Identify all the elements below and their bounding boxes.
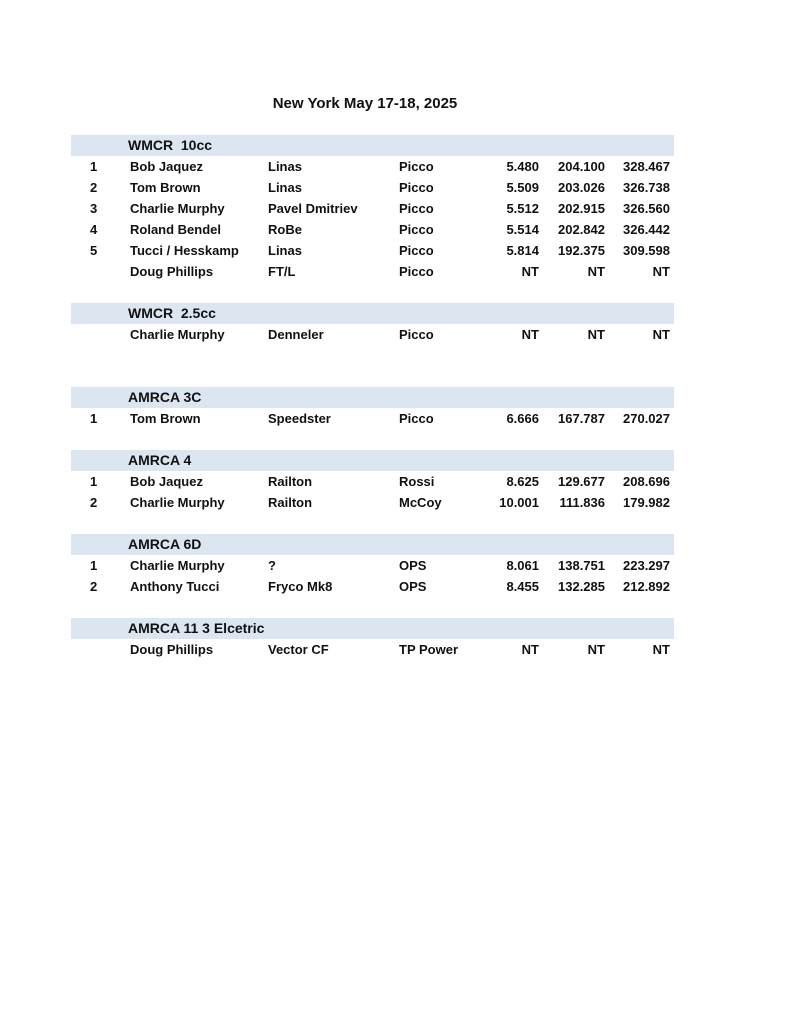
boat-cell: ? [268, 558, 276, 573]
time-cell: NT [521, 264, 539, 279]
time-cell: 10.001 [499, 495, 539, 510]
page-title: New York May 17-18, 2025 [272, 95, 458, 112]
place-cell: 2 [90, 180, 98, 195]
points-cell: NT [652, 642, 670, 657]
speed-cell: 132.285 [558, 579, 605, 594]
class-section-wmcr-2-5cc [71, 303, 674, 366]
points-cell: 223.297 [623, 558, 670, 573]
points-cell: NT [652, 327, 670, 342]
place-cell: 2 [90, 495, 98, 510]
class-section-amrca-3c [71, 387, 674, 429]
class-section-amrca-6d [71, 534, 674, 597]
time-cell: 5.509 [506, 180, 539, 195]
boat-cell: RoBe [268, 222, 302, 237]
class-title: WMCR 2.5cc [128, 305, 216, 321]
class-header [71, 618, 674, 639]
class-section-wmcr-10cc [71, 135, 674, 282]
driver-cell: Roland Bendel [130, 222, 222, 237]
engine-cell: Picco [399, 222, 434, 237]
class-header [71, 450, 674, 471]
class-title: WMCR 10cc [128, 137, 213, 153]
engine-cell: Picco [399, 180, 434, 195]
engine-cell: OPS [399, 579, 427, 594]
result-row [71, 324, 674, 345]
driver-cell: Charlie Murphy [130, 201, 225, 216]
driver-cell: Charlie Murphy [130, 327, 225, 342]
boat-cell: Linas [268, 159, 302, 174]
result-row [71, 639, 674, 660]
driver-cell: Charlie Murphy [130, 558, 225, 573]
speed-cell: NT [587, 264, 605, 279]
engine-cell: OPS [399, 558, 427, 573]
points-cell: NT [652, 264, 670, 279]
time-cell: 5.512 [506, 201, 539, 216]
speed-cell: 129.677 [558, 474, 605, 489]
class-section-amrca-4 [71, 450, 674, 513]
boat-cell: Railton [268, 495, 313, 510]
engine-cell: Picco [399, 243, 434, 258]
time-cell: 5.480 [506, 159, 539, 174]
speed-cell: 138.751 [558, 558, 605, 573]
driver-cell: Bob Jaquez [130, 474, 203, 489]
speed-cell: 192.375 [558, 243, 605, 258]
boat-cell: Railton [268, 474, 313, 489]
speed-cell: 202.842 [558, 222, 605, 237]
blank-row [71, 345, 674, 366]
driver-cell: Tucci / Hesskamp [130, 243, 239, 258]
result-row [71, 156, 674, 177]
result-row [71, 198, 674, 219]
engine-cell: McCoy [399, 495, 442, 510]
result-row [71, 219, 674, 240]
time-cell: 6.666 [506, 411, 539, 426]
driver-cell: Doug Phillips [130, 264, 214, 279]
points-cell: 326.560 [623, 201, 670, 216]
points-cell: 179.982 [623, 495, 670, 510]
engine-cell: Picco [399, 327, 434, 342]
class-header [71, 387, 674, 408]
boat-cell: Linas [268, 243, 302, 258]
time-cell: 8.455 [506, 579, 539, 594]
engine-cell: Picco [399, 159, 434, 174]
speed-cell: 204.100 [558, 159, 605, 174]
driver-cell: Bob Jaquez [130, 159, 203, 174]
speed-cell: NT [587, 327, 605, 342]
points-cell: 326.738 [623, 180, 670, 195]
class-header [71, 303, 674, 324]
engine-cell: Picco [399, 411, 434, 426]
time-cell: 5.814 [506, 243, 539, 258]
points-cell: 208.696 [623, 474, 670, 489]
boat-cell: Linas [268, 180, 302, 195]
engine-cell: Picco [399, 264, 434, 279]
result-row [71, 177, 674, 198]
class-title: AMRCA 4 [128, 452, 192, 468]
speed-cell: NT [587, 642, 605, 657]
result-row [71, 261, 674, 282]
speed-cell: 111.836 [559, 495, 605, 510]
class-section-amrca-11-3-electric [71, 618, 674, 660]
time-cell: NT [521, 327, 539, 342]
result-row [71, 240, 674, 261]
time-cell: 8.625 [506, 474, 539, 489]
place-cell: 1 [90, 474, 98, 489]
place-cell: 1 [90, 558, 98, 573]
points-cell: 212.892 [623, 579, 670, 594]
boat-cell: FT/L [268, 264, 296, 279]
driver-cell: Anthony Tucci [130, 579, 220, 594]
points-cell: 270.027 [623, 411, 670, 426]
engine-cell: Rossi [399, 474, 435, 489]
place-cell: 3 [90, 201, 98, 216]
driver-cell: Doug Phillips [130, 642, 214, 657]
driver-cell: Tom Brown [130, 180, 201, 195]
class-title: AMRCA 3C [128, 389, 202, 405]
place-cell: 1 [90, 159, 98, 174]
place-cell: 1 [90, 411, 98, 426]
place-cell: 2 [90, 579, 98, 594]
boat-cell: Vector CF [268, 642, 329, 657]
time-cell: 8.061 [506, 558, 539, 573]
class-title: AMRCA 11 3 Elcetric [128, 620, 265, 636]
driver-cell: Charlie Murphy [130, 495, 225, 510]
place-cell: 5 [90, 243, 98, 258]
speed-cell: 203.026 [558, 180, 605, 195]
speed-cell: 202.915 [558, 201, 605, 216]
result-row [71, 492, 674, 513]
engine-cell: TP Power [399, 642, 459, 657]
result-row [71, 408, 674, 429]
result-row [71, 555, 674, 576]
boat-cell: Denneler [268, 327, 324, 342]
results-table [71, 135, 674, 681]
class-header [71, 534, 674, 555]
boat-cell: Pavel Dmitriev [268, 201, 358, 216]
place-cell: 4 [90, 222, 98, 237]
time-cell: NT [521, 642, 539, 657]
points-cell: 326.442 [623, 222, 670, 237]
class-header [71, 135, 674, 156]
boat-cell: Speedster [268, 411, 331, 426]
speed-cell: 167.787 [558, 411, 605, 426]
engine-cell: Picco [399, 201, 434, 216]
points-cell: 309.598 [623, 243, 670, 258]
class-title: AMRCA 6D [128, 536, 202, 552]
time-cell: 5.514 [506, 222, 539, 237]
points-cell: 328.467 [623, 159, 670, 174]
boat-cell: Fryco Mk8 [268, 579, 333, 594]
result-row [71, 471, 674, 492]
driver-cell: Tom Brown [130, 411, 201, 426]
result-row [71, 576, 674, 597]
